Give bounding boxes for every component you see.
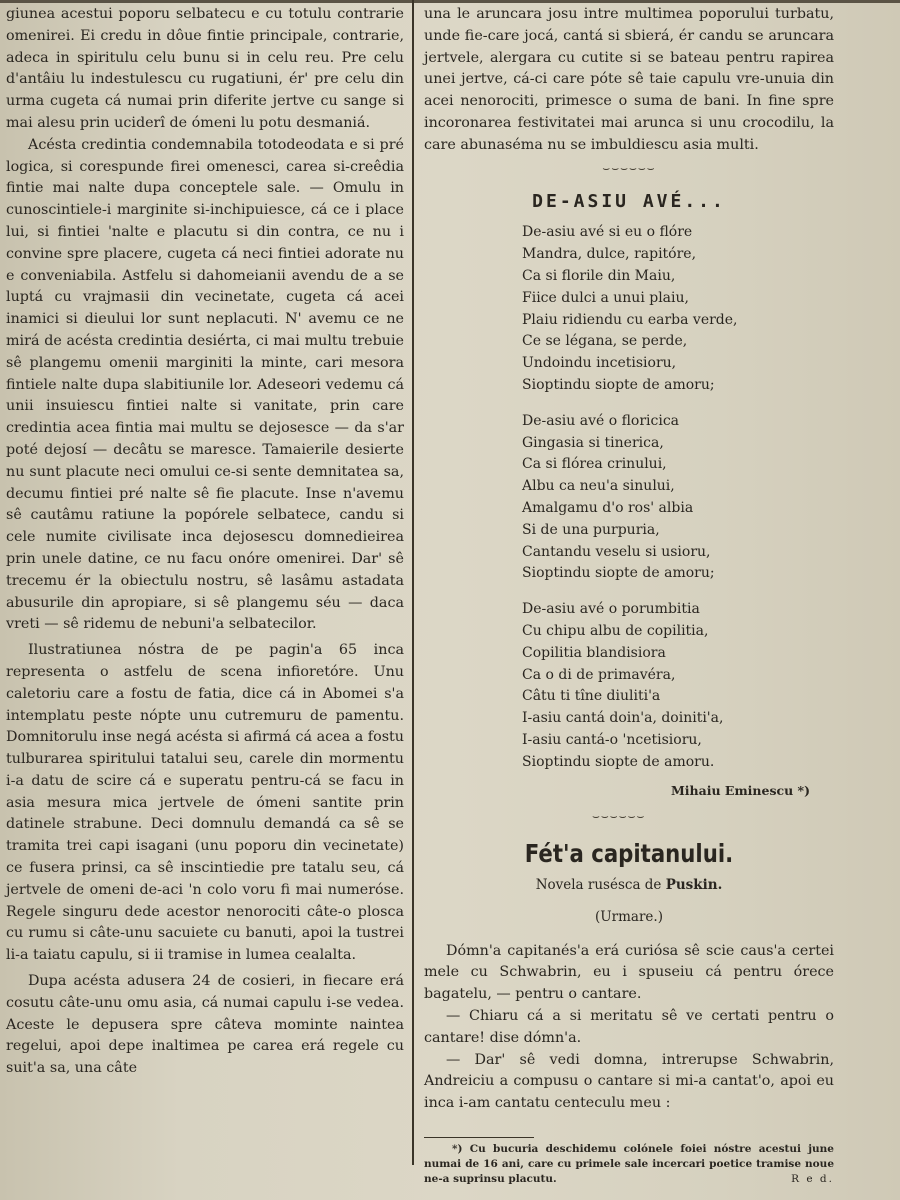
story-subtitle-prefix: Novela rusésca de — [535, 877, 666, 894]
right-column — [424, 4, 834, 1187]
poem-line: Copilitia blandisiora — [522, 644, 666, 661]
poem-line: De-asiu avé si eu o flóre — [522, 224, 693, 241]
poem-stanza-1 — [522, 222, 834, 396]
footnote — [424, 1142, 834, 1187]
story-paragraph-3: — Dar' sê vedi domna, intrerupse Schwabrin, Andreiciu a compusu o cantare si mi-a cantat'o, apoi eu inca i-am cantatu centeculu meu : — [424, 1051, 834, 1112]
left-paragraph-3: Ilustratiunea nóstra de pe pagin'a 65 inca representa o astfelu de scena infioretóre. Unu caletoriu care a fostu de fatia, dice cá in Abomei s'a intemplatu peste nópte unu cutremuru de pamentu. Domnitorulu inse negá acésta si afirmá cá acea a fostu tulburarea spiritului tatalui seu, carele din mormentu i-a datu de scire cá e superatu pentru-cá se facu in asia mesura mica jertvele de ómeni santite prin datinele strabune. Deci domnulu demandá ca sê se tramita trei capi isagani (unu poporu din vecinetate) ce fusera prinsi, ca sê inscintiedie pre tatalu seu, cá jertvele de omeni de-aci 'n colo voru fi mai numeróse. Regele singuru dede acestor nenorociti câte-o plosca cu rumu si câte-unu sacuiete cu banuti, apoi la tustrei li-a taiatu capulu, si ii tramise in lumea cealalta. — [6, 642, 404, 964]
footnote-text: *) Cu bucuria deschidemu colónele foiei nóstre acestui june numai de 16 ani, care cu primele sale incercari poetice tramise noue ne-a suprinsu placutu. — [424, 1143, 834, 1186]
story-subtitle — [424, 875, 834, 897]
continuation-note: (Urmare.) — [595, 908, 663, 925]
left-paragraph-2: Acésta credintia condemnabila totodeodata e si pré logica, si corespunde firei omenesci, carea si-creêdia fintie mai nalte dupa conceptele sale. — Omulu in cunoscintiele-i marginite si-inchipuiesce, cá ce i place lui, si fintiei 'nalte e placutu si din contra, ce nu i convine spre placere, cugeta cá neci fintiei adorate nu e conveniabila. Astfelu si dahomeianii avendu de a se luptá cu vrajmasii din vecinetate, cugeta cá acei inamici si dieului lor sunt neplacuti. N' avemu ce ne mirá de acésta credintia desiérta, ci mai multu trebuie sê plangemu omenii marginiti la minte, cari mesora fintiele nalte dupa slabitiunile lor. Adeseori vedemu cá unii insuiescu fintiei nalte si vanitate, prin care credintia acea fintia mai multu se dejosesce — da s'ar poté dejosí — decâtu se maresce. Tamaierile desierte nu sunt placute neci omului ce-si sente demnitatea sa, decumu fintiei pré nalte sê fie placute. Inse n'avemu sê cautâmu ratiune la popórele selbatece, candu si cele numite civilisate inca dejosescu domnedieirea prin unele datine, ce nu facu onóre omenirei. Dar' sê trecemu ér la obiectulu nostru, sê lasâmu astadata abusurile din apropiare, si sê plangemu séu — daca vreti — sê ridemu de nebuni'a selbatecilor. — [6, 136, 404, 633]
editor-signature: R e d. — [791, 1173, 834, 1186]
ornament-divider: ⌣⌣⌣⌣⌣⌣ — [602, 160, 656, 175]
poem-stanza-2 — [522, 411, 834, 585]
ornament-divider: ⌣⌣⌣⌣⌣⌣ — [592, 809, 646, 824]
poem-line: I-asiu cantá-o 'ncetisioru, — [522, 731, 702, 748]
top-rule — [0, 0, 900, 3]
story-paragraph-1: Dómn'a capitanés'a erá curiósa sê scie caus'a certei mele cu Schwabrin, eu i spuseiu cá pentru órece bagatelu, — pentru o cantare. — [424, 942, 834, 1003]
poem-line: Cantandu veselu si usioru, — [522, 543, 711, 560]
footnote-rule — [424, 1137, 534, 1138]
poem-line: Ce se légana, se perde, — [522, 333, 688, 350]
poem-line: Ca si flórea crinului, — [522, 456, 667, 473]
right-intro-paragraph: una le aruncara josu intre multimea poporului turbatu, unde fie-care jocá, cantá si sbierá, ér candu se aruncara jertvele, alergara cu cutite si se bateau pentru rapirea unei jertve, cá-ci care póte sê taie capulu vre-unuia din acei nenorociti, primesce o suma de bani. In fine spre incoronarea festivitatei mai arunca si unu crocodilu, la care abunaséma nu se imbuldiescu asia multi. — [424, 6, 834, 153]
story-author: Puskin. — [665, 877, 723, 894]
poem-title: DE-ASIU AVÉ... — [532, 190, 726, 212]
story-title: Fét'a capitanului. — [524, 839, 734, 869]
poem-author: Mihaiu Eminescu *) — [670, 782, 810, 798]
poem-line: Albu ca neu'a sinului, — [522, 478, 675, 495]
poem-line: Mandra, dulce, rapitóre, — [522, 246, 697, 263]
poem-line: Sioptindu siopte de amoru; — [522, 565, 715, 582]
poem-line: I-asiu cantá doin'a, doiniti'a, — [522, 710, 724, 727]
poem-line: Cu chipu albu de copilitia, — [522, 622, 709, 639]
poem-line: Fiice dulci a unui plaiu, — [522, 289, 689, 306]
poem-line: Gingasia si tinerica, — [522, 434, 664, 451]
left-column — [6, 4, 404, 1080]
left-paragraph-4: Dupa acésta adusera 24 de cosieri, in fiecare erá cosutu câte-unu omu asia, cá numai capulu i-se vedea. Aceste le depusera spre câteva mominte naintea regelui, apoi depe inaltimea pe carea erá regele cu suit'a sa, una câte — [6, 973, 404, 1077]
poem-line: Câtu ti tîne diuliti'a — [522, 688, 661, 705]
poem-line: Plaiu ridiendu cu earba verde, — [522, 311, 738, 328]
poem-line: Si de una purpuria, — [522, 521, 660, 538]
poem-line: Ca o di de primavéra, — [522, 666, 676, 683]
poem-line: Sioptindu siopte de amoru; — [522, 376, 715, 393]
story-paragraph-2: — Chiaru cá a si meritatu sê ve certati pentru o cantare! dise dómn'a. — [424, 1008, 834, 1046]
poem-line: Ca si florile din Maiu, — [522, 267, 676, 284]
poem-line: De-asiu avé o porumbitia — [522, 601, 700, 618]
poem-line: Amalgamu d'o ros' albia — [522, 499, 694, 516]
poem-line: De-asiu avé o floricica — [522, 412, 680, 429]
poem-stanza-3 — [522, 599, 834, 773]
poem-line: Sioptindu siopte de amoru. — [522, 753, 715, 770]
poem-line: Undoindu incetisioru, — [522, 355, 677, 372]
left-paragraph-1: giunea acestui poporu selbatecu e cu totulu contrarie omenirei. Ei credu in dôue fintie principale, contrarie, adeca in spiritulu celu bunu si in celu reu. Pre celu d'antâiu lu indestulescu cu rugatiuni, ér' pre celu din urma cugeta cá numai prin diferite jertve cu sange si mai alesu prin uciderî de ómeni lu potu desmaniá. — [6, 6, 404, 131]
column-divider — [412, 0, 414, 1165]
